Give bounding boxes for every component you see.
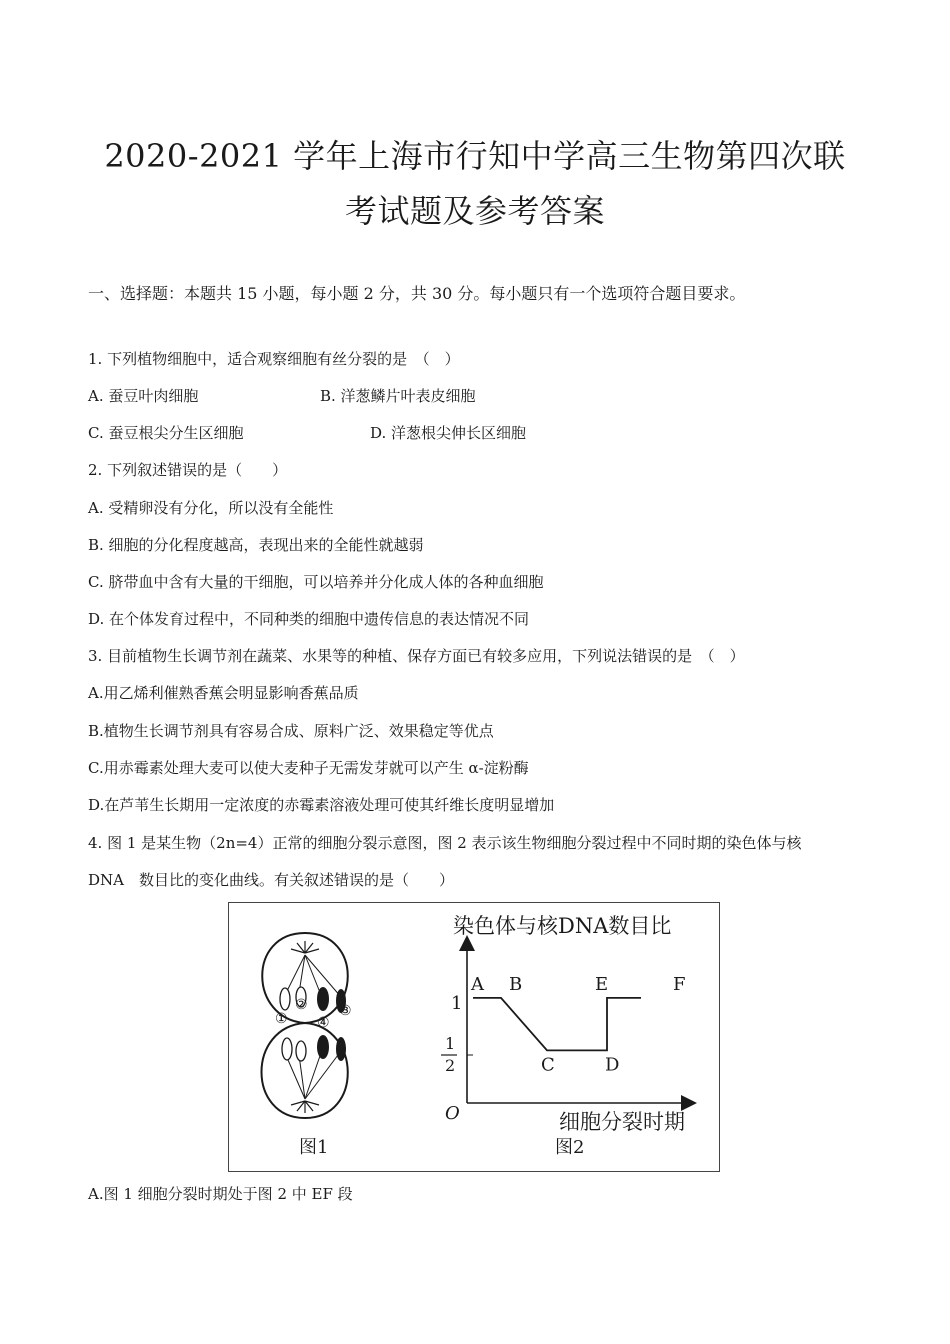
y-tick-1: 1 <box>451 993 463 1014</box>
question-1-option-d: D. 洋葱根尖伸长区细胞 <box>370 424 527 442</box>
question-3-stem: 3. 目前植物生长调节剂在蔬菜、水果等的种植、保存方面已有较多应用，下列说法错误的是 （ ） <box>88 647 745 665</box>
question-4-option-a: A.图 1 细胞分裂时期处于图 2 中 EF 段 <box>88 1185 353 1203</box>
point-label-a: A <box>471 973 484 995</box>
label-3: ③ <box>339 1003 352 1019</box>
label-1: ① <box>275 1011 288 1027</box>
point-labels <box>470 974 686 1076</box>
question-4-stem-line-2: DNA 数目比的变化曲线。有关叙述错误的是（ ） <box>88 871 454 889</box>
ratio-chart <box>441 914 689 1158</box>
chromosome-4-upper <box>317 987 329 1011</box>
chart-y-label: 染色体与核DNA数目比 <box>453 914 672 938</box>
question-2-option-d: D. 在个体发育过程中，不同种类的细胞中遗传信息的表达情况不同 <box>88 610 530 628</box>
y-tick-half-denominator: 2 <box>445 1056 456 1075</box>
cell-division-diagram <box>262 933 352 1158</box>
question-3-option-c: C.用赤霉素处理大麦可以使大麦种子无需发芽就可以产生 α-淀粉酶 <box>88 759 529 777</box>
chromosome-1-upper <box>280 988 290 1010</box>
question-4-stem-line-1: 4. 图 1 是某生物（2n=4）正常的细胞分裂示意图，图 2 表示该生物细胞分裂过程中不同时期的染色体与核 <box>88 834 802 852</box>
question-3-option-a: A.用乙烯利催熟香蕉会明显影响香蕉品质 <box>88 684 359 702</box>
point-label-e: E <box>595 973 609 995</box>
point-label-d: D <box>605 1054 620 1076</box>
chart-x-label: 细胞分裂时期 <box>559 1110 685 1134</box>
question-3-option-b: B.植物生长调节剂具有容易合成、原料广泛、效果稳定等优点 <box>88 722 494 740</box>
spindle-pole-top <box>291 941 319 953</box>
y-tick-half-numerator: 1 <box>445 1034 456 1053</box>
figure-svg <box>229 903 719 1171</box>
question-2-stem: 2. 下列叙述错误的是（ ） <box>88 461 288 479</box>
spindle-pole-bottom <box>291 1101 319 1113</box>
chromosome-4-lower <box>317 1035 329 1059</box>
question-2-option-a: A. 受精卵没有分化，所以没有全能性 <box>88 499 334 517</box>
question-1-option-a: A. 蚕豆叶肉细胞 <box>88 387 199 405</box>
chromosome-3-lower <box>336 1037 346 1061</box>
point-label-c: C <box>541 1054 555 1076</box>
question-4-figure <box>228 902 720 1172</box>
chart-origin-label: O <box>445 1103 460 1124</box>
page-title-line-1: 2020-2021 学年上海市行知中学高三生物第四次联 <box>104 137 846 175</box>
section-heading: 一、选择题：本题共 15 小题，每小题 2 分，共 30 分。每小题只有一个选项符合题目要求。 <box>88 284 746 303</box>
chromosome-2-lower <box>296 1041 306 1061</box>
question-2-option-c: C. 脐带血中含有大量的干细胞，可以培养并分化成人体的各种血细胞 <box>88 573 544 591</box>
spindle-fibers <box>285 955 341 1099</box>
question-3-option-d: D.在芦苇生长期用一定浓度的赤霉素溶液处理可使其纤维长度明显增加 <box>88 796 555 814</box>
label-4: ④ <box>317 1015 330 1031</box>
figure-1-caption: 图1 <box>299 1137 329 1158</box>
figure-2-caption: 图2 <box>555 1137 585 1158</box>
ratio-series-line <box>473 998 641 1051</box>
question-1-stem: 1. 下列植物细胞中，适合观察细胞有丝分裂的是 （ ） <box>88 350 460 368</box>
chromosome-1-lower <box>282 1038 292 1060</box>
question-1-option-c: C. 蚕豆根尖分生区细胞 <box>88 424 244 442</box>
point-label-b: B <box>509 973 523 995</box>
question-1-option-b: B. 洋葱鳞片叶表皮细胞 <box>320 387 476 405</box>
question-2-option-b: B. 细胞的分化程度越高，表现出来的全能性就越弱 <box>88 536 424 554</box>
label-2: ② <box>295 997 308 1013</box>
page-title-line-2: 考试题及参考答案 <box>344 192 605 230</box>
point-label-f: F <box>673 973 686 995</box>
